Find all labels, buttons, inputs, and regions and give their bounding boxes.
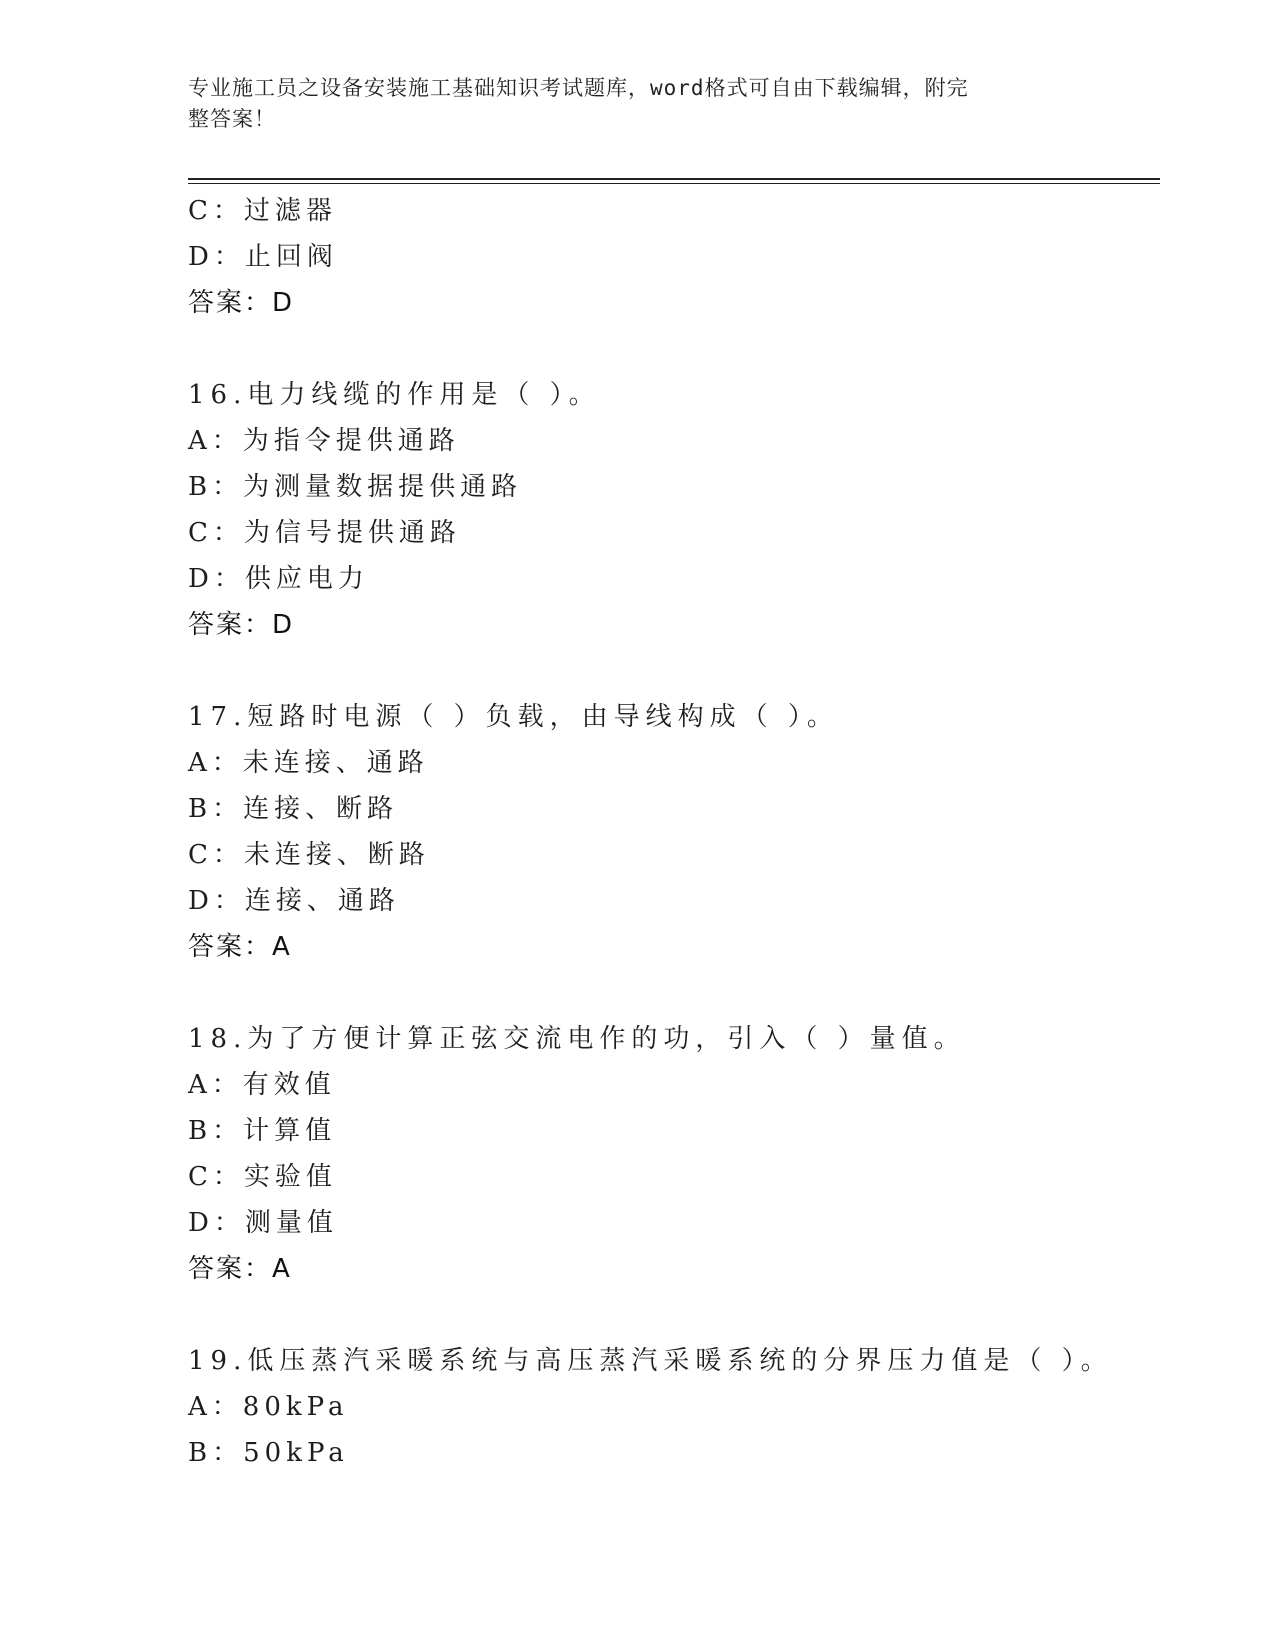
- spacer: [188, 1292, 1158, 1338]
- header-line-2: 整答案！: [188, 107, 276, 131]
- question-stem: 16.电力线缆的作用是（ ）。: [188, 380, 601, 410]
- option-d: D：止回阀: [188, 242, 338, 272]
- option-b: B：50kPa: [188, 1438, 349, 1468]
- option-c: C：未连接、断路: [188, 840, 430, 870]
- answer-line: 答案：D: [188, 288, 295, 318]
- answer-line: 答案：A: [188, 1254, 292, 1284]
- spacer: [188, 326, 1158, 372]
- option-c: C：实验值: [188, 1162, 337, 1192]
- header-divider-thick: [188, 178, 1160, 180]
- question-16: [188, 372, 1158, 648]
- option-a: A：80kPa: [188, 1392, 349, 1422]
- question-stem: 17.短路时电源（ ）负载，由导线构成（ ）。: [188, 702, 839, 732]
- option-a: A：未连接、通路: [188, 748, 429, 778]
- option-c: C：过滤器: [188, 196, 337, 226]
- document-header: [188, 73, 1068, 135]
- question-17: [188, 694, 1158, 970]
- spacer: [188, 648, 1158, 694]
- option-b: B：连接、断路: [188, 794, 399, 824]
- header-divider-thin: [188, 183, 1160, 184]
- question-stem: 19.低压蒸汽采暖系统与高压蒸汽采暖系统的分界压力值是（ ）。: [188, 1346, 1113, 1376]
- option-a: A：有效值: [188, 1070, 336, 1100]
- answer-line: 答案：D: [188, 610, 295, 640]
- header-line-1: 专业施工员之设备安装施工基础知识考试题库，word格式可自由下载编辑，附完: [188, 76, 969, 100]
- answer-line: 答案：A: [188, 932, 292, 962]
- option-d: D：连接、通路: [188, 886, 400, 916]
- option-a: A：为指令提供通路: [188, 426, 460, 456]
- option-b: B：为测量数据提供通路: [188, 472, 523, 502]
- question-stem: 18.为了方便计算正弦交流电作的功，引入（ ）量值。: [188, 1024, 966, 1054]
- option-d: D：测量值: [188, 1208, 338, 1238]
- option-c: C：为信号提供通路: [188, 518, 461, 548]
- option-d: D：供应电力: [188, 564, 369, 594]
- option-b: B：计算值: [188, 1116, 337, 1146]
- question-18: [188, 1016, 1158, 1292]
- spacer: [188, 970, 1158, 1016]
- question-19: [188, 1338, 1158, 1476]
- question-list: [188, 188, 1158, 1476]
